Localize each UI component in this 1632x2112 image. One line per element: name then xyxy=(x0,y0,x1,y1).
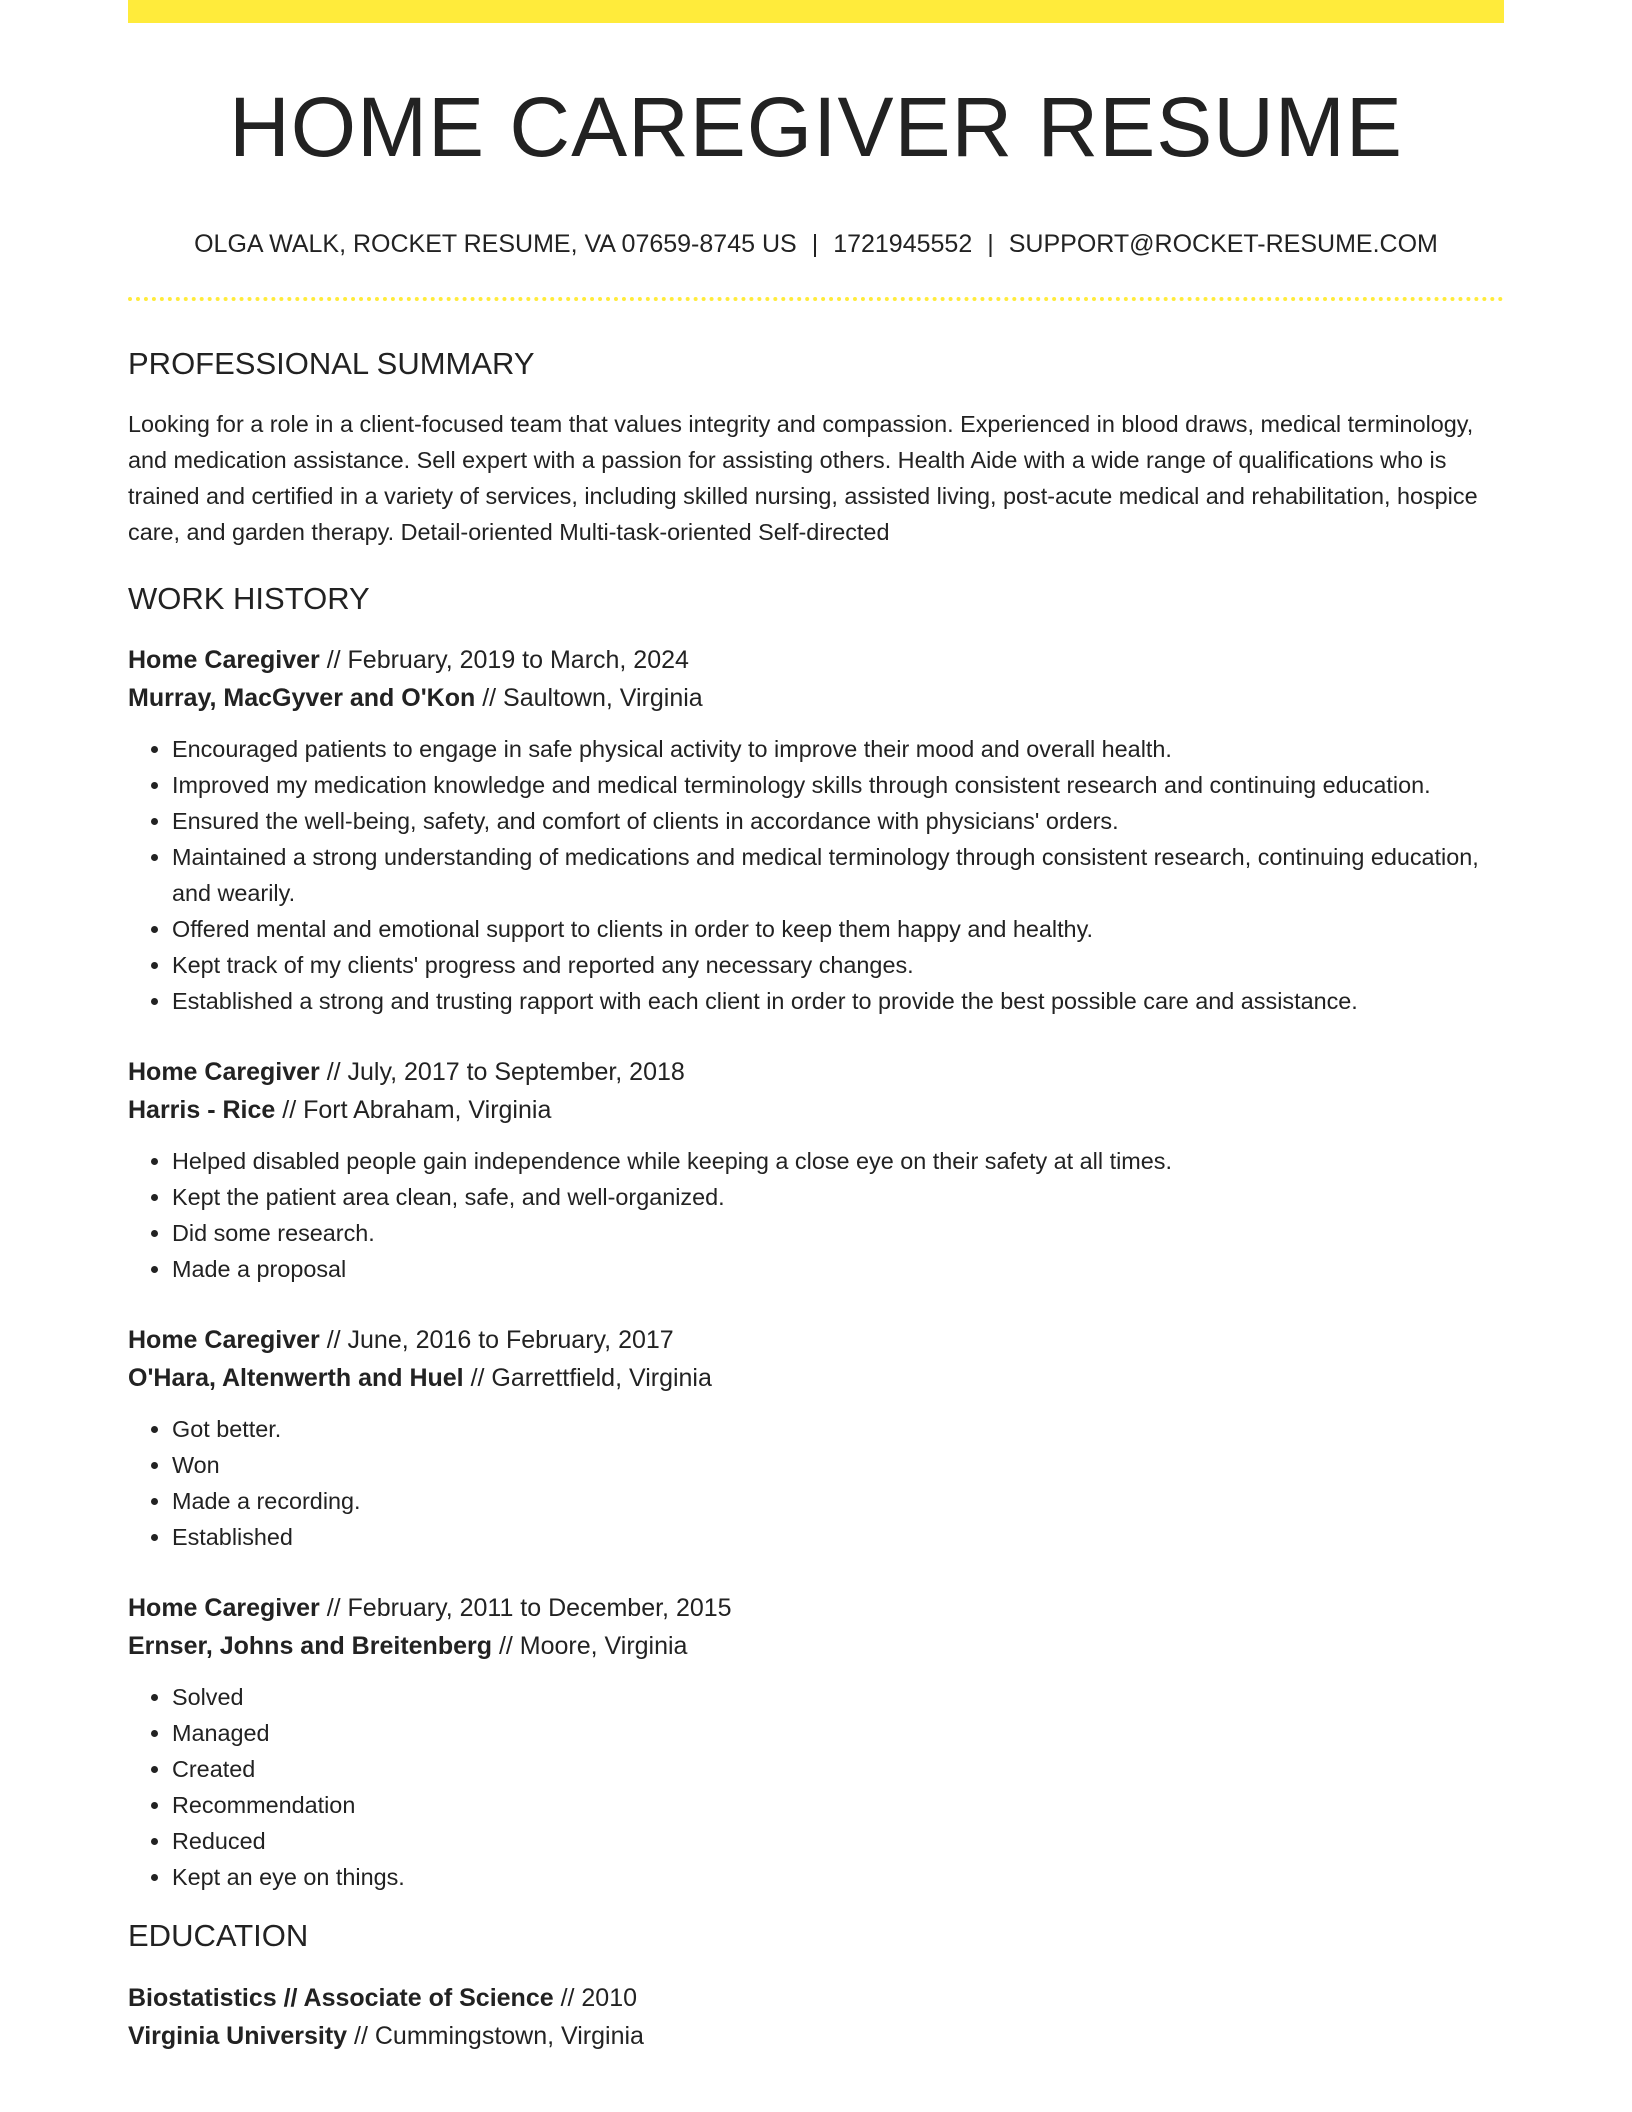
job-bullet: • Kept track of my clients' progress and reported any necessary changes. xyxy=(172,947,1504,983)
dotted-divider xyxy=(128,297,1504,301)
job-location: // Fort Abraham, Virginia xyxy=(275,1096,552,1125)
job-entry xyxy=(128,1053,1504,1287)
job-title-line xyxy=(128,1053,1504,1091)
job-bullet: • Recommendation xyxy=(172,1787,1504,1823)
job-bullet: • Offered mental and emotional support to clients in order to keep them happy and healthy. xyxy=(172,911,1504,947)
contact-separator: | xyxy=(811,230,819,258)
education-degree-line xyxy=(128,1979,1504,2017)
job-bullet: • Kept the patient area clean, safe, and well-organized. xyxy=(172,1179,1504,1215)
job-dates: // July, 2017 to September, 2018 xyxy=(319,1058,685,1087)
job-bullet: • Got better. xyxy=(172,1411,1504,1447)
job-bullet: • Made a proposal xyxy=(172,1251,1504,1287)
summary-text: Looking for a role in a client-focused team that values integrity and compassion. Experienced in blood draws, medical terminology, and medication assistance. Sell expert with a passion for assisting others. Health Aide with a wide range of qualifications who is trained and certified in a variety of services, including skilled nursing, assisted living, post-acute medical and rehabilitation, hospice care, and garden therapy. Detail-oriented Multi-task-oriented Self-directed xyxy=(128,411,1478,546)
education-school-line xyxy=(128,2017,1504,2055)
job-dates: // June, 2016 to February, 2017 xyxy=(319,1326,674,1355)
education-location: // Cummingstown, Virginia xyxy=(347,2021,644,2050)
job-bullets xyxy=(128,1679,1504,1895)
job-company: Harris - Rice xyxy=(128,1096,276,1125)
job-company: Ernser, Johns and Breitenberg xyxy=(128,1632,492,1661)
job-bullet: • Created xyxy=(172,1751,1504,1787)
job-company-line xyxy=(128,1359,1504,1397)
job-company-line xyxy=(128,679,1504,717)
job-bullet: • Did some research. xyxy=(172,1215,1504,1251)
job-company: O'Hara, Altenwerth and Huel xyxy=(128,1364,464,1393)
job-bullet: • Encouraged patients to engage in safe physical activity to improve their mood and overall health. xyxy=(172,731,1504,767)
job-bullets xyxy=(128,1143,1504,1287)
job-location: // Garrettfield, Virginia xyxy=(463,1364,712,1393)
job-bullet: • Won xyxy=(172,1447,1504,1483)
job-bullets xyxy=(128,731,1504,1019)
contact-address: OLGA WALK, ROCKET RESUME, VA 07659-8745 US xyxy=(194,230,797,258)
job-title-line xyxy=(128,641,1504,679)
job-company-line xyxy=(128,1091,1504,1129)
contact-email: SUPPORT@ROCKET-RESUME.COM xyxy=(1008,230,1438,258)
job-bullet: • Managed xyxy=(172,1715,1504,1751)
job-company: Murray, MacGyver and O'Kon xyxy=(128,684,476,713)
job-bullet: • Made a recording. xyxy=(172,1483,1504,1519)
job-bullet: • Helped disabled people gain independence while keeping a close eye on their safety at all times. xyxy=(172,1143,1504,1179)
education-entry xyxy=(128,1979,1504,2055)
job-title: Home Caregiver xyxy=(128,646,320,675)
resume-title: HOME CAREGIVER RESUME xyxy=(229,80,1403,174)
summary-heading: PROFESSIONAL SUMMARY xyxy=(128,346,535,381)
job-bullet: • Maintained a strong understanding of medications and medical terminology through consistent research, continuing education, and wearily. xyxy=(172,839,1504,911)
job-bullet: • Reduced xyxy=(172,1823,1504,1859)
job-title: Home Caregiver xyxy=(128,1058,320,1087)
contact-phone: 1721945552 xyxy=(833,230,973,258)
job-location: // Moore, Virginia xyxy=(492,1632,688,1661)
job-bullet: • Established a strong and trusting rapport with each client in order to provide the best possible care and assistance. xyxy=(172,983,1504,1019)
job-bullet: • Ensured the well-being, safety, and comfort of clients in accordance with physicians' orders. xyxy=(172,803,1504,839)
job-bullet: • Improved my medication knowledge and medical terminology skills through consistent research and continuing education. xyxy=(172,767,1504,803)
education-school: Virginia University xyxy=(128,2021,348,2050)
accent-top-bar xyxy=(128,0,1504,23)
education-degree: Biostatistics // Associate of Science xyxy=(128,1983,554,2012)
contact-separator: | xyxy=(987,230,994,258)
job-bullet: • Solved xyxy=(172,1679,1504,1715)
job-title-line xyxy=(128,1321,1504,1359)
job-entry xyxy=(128,1321,1504,1555)
job-dates: // February, 2011 to December, 2015 xyxy=(319,1594,732,1623)
job-bullet: • Established xyxy=(172,1519,1504,1555)
education-year: // 2010 xyxy=(553,1983,638,2012)
job-entry xyxy=(128,1589,1504,1895)
job-title: Home Caregiver xyxy=(128,1326,320,1355)
job-title-line xyxy=(128,1589,1504,1627)
job-entry xyxy=(128,641,1504,1019)
education-heading: EDUCATION xyxy=(128,1918,309,1954)
resume-page xyxy=(128,0,1504,2055)
job-location: // Saultown, Virginia xyxy=(475,684,703,713)
job-dates: // February, 2019 to March, 2024 xyxy=(319,646,689,675)
job-bullets xyxy=(128,1411,1504,1555)
job-bullet: • Kept an eye on things. xyxy=(172,1859,1504,1895)
contact-line xyxy=(128,229,1504,259)
work-history-heading: WORK HISTORY xyxy=(128,581,370,617)
job-title: Home Caregiver xyxy=(128,1594,320,1623)
job-company-line xyxy=(128,1627,1504,1665)
